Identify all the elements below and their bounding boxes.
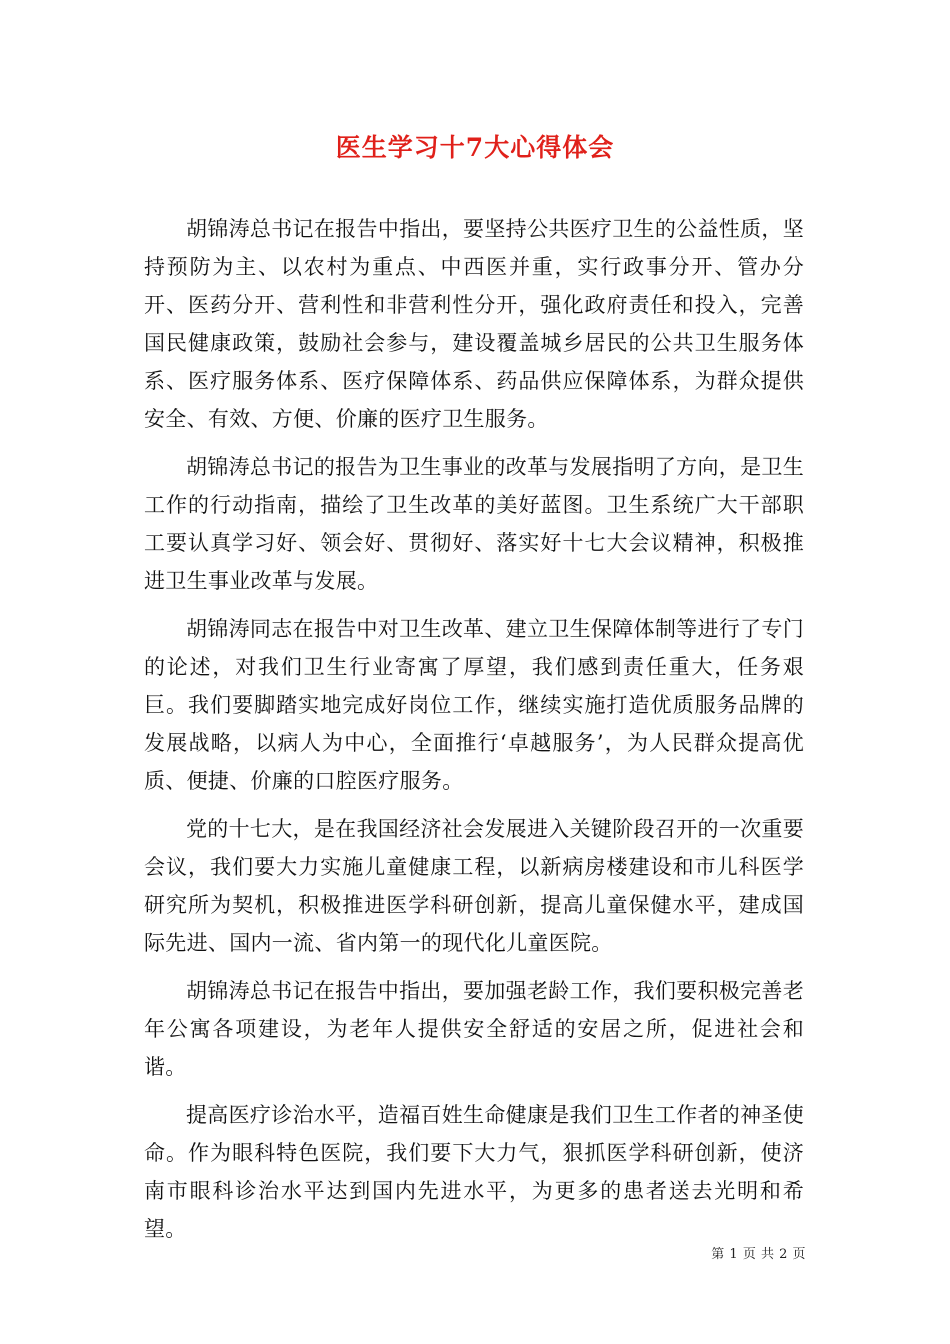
- paragraph: 胡锦涛总书记在报告中指出，要加强老龄工作，我们要积极完善老年公寓各项建设，为老年人提供安全舒适的安居之所，促进社会和谐。: [144, 979, 804, 1079]
- document-body: [144, 210, 804, 1258]
- paragraph: 党的十七大，是在我国经济社会发展进入关键阶段召开的一次重要会议，我们要大力实施儿童健康工程，以新病房楼建设和市儿科医学研究所为契机，积极推进医学科研创新，提高儿童保健水平，建成国际先进、国内一流、省内第一的现代化儿童医院。: [144, 817, 804, 955]
- paragraph: 胡锦涛总书记在报告中指出，要坚持公共医疗卫生的公益性质，坚持预防为主、以农村为重点、中西医并重，实行政事分开、管办分开、医药分开、营利性和非营利性分开，强化政府责任和投入，完善国民健康政策，鼓励社会参与，建设覆盖城乡居民的公共卫生服务体系、医疗服务体系、医疗保障体系、药品供应保障体系，为群众提供安全、有效、方便、价廉的医疗卫生服务。: [144, 217, 804, 431]
- paragraph: 胡锦涛同志在报告中对卫生改革、建立卫生保障体制等进行了专门的论述，对我们卫生行业寄寓了厚望，我们感到责任重大，任务艰巨。我们要脚踏实地完成好岗位工作，继续实施打造优质服务品牌的发展战略，以病人为中心，全面推行‘卓越服务’，为人民群众提高优质、便捷、价廉的口腔医疗服务。: [144, 617, 804, 793]
- page-number: 第 1 页 共 2 页: [711, 1247, 806, 1262]
- document-title: 医生学习十7大心得体会: [335, 133, 615, 162]
- paragraph: 提高医疗诊治水平，造福百姓生命健康是我们卫生工作者的神圣使命。作为眼科特色医院，我们要下大力气，狠抓医学科研创新，使济南市眼科诊治水平达到国内先进水平，为更多的患者送去光明和希望。: [144, 1103, 804, 1241]
- paragraph: 胡锦涛总书记的报告为卫生事业的改革与发展指明了方向，是卫生工作的行动指南，描绘了卫生改革的美好蓝图。卫生系统广大干部职工要认真学习好、领会好、贯彻好、落实好十七大会议精神，积极推进卫生事业改革与发展。: [144, 455, 804, 593]
